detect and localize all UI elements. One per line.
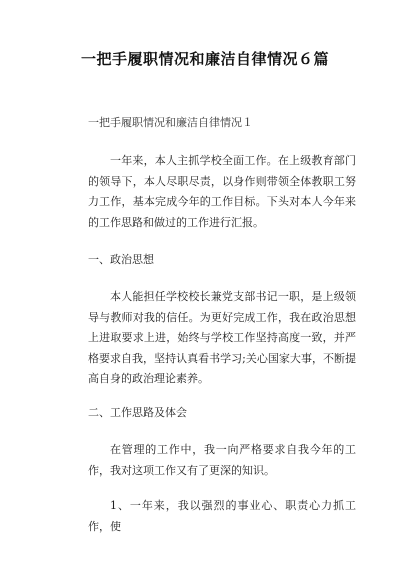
paragraph-intro: 一年来，本人主抓学校全面工作。在上级教育部门的领导下，本人尽职尽责，以身作则带领全体教职工努力工作，基本完成今年的工作目标。下头对本人今年来的工作思路和做过的工作进行汇报。 bbox=[88, 154, 356, 229]
paragraph-management: 在管理的工作中，我一向严格要求自我今年的工作，我对这项工作又有了更深的知识。 bbox=[88, 443, 356, 477]
document-title: 一把手履职情况和廉洁自律情况６篇 bbox=[80, 50, 329, 68]
section-subtitle: 一把手履职情况和廉洁自律情况１ bbox=[88, 116, 253, 129]
heading-work-ideas: 二、工作思路及体会 bbox=[88, 406, 187, 419]
paragraph-point-one: 1、一年来，我以强烈的事业心、职责心力抓工作，使 bbox=[88, 499, 356, 533]
heading-political-thought: 一、政治思想 bbox=[88, 253, 154, 266]
paragraph-political-thought: 本人能担任学校校长兼党支部书记一职，是上级领导与教师对我的信任。为更好完成工作，我在政治思想上进取要求上进，始终与学校工作坚持高度一致，并严格要求自我，坚持认真看书学习;关心国家大事，不断提高自身的政治理论素养。 bbox=[88, 290, 356, 385]
